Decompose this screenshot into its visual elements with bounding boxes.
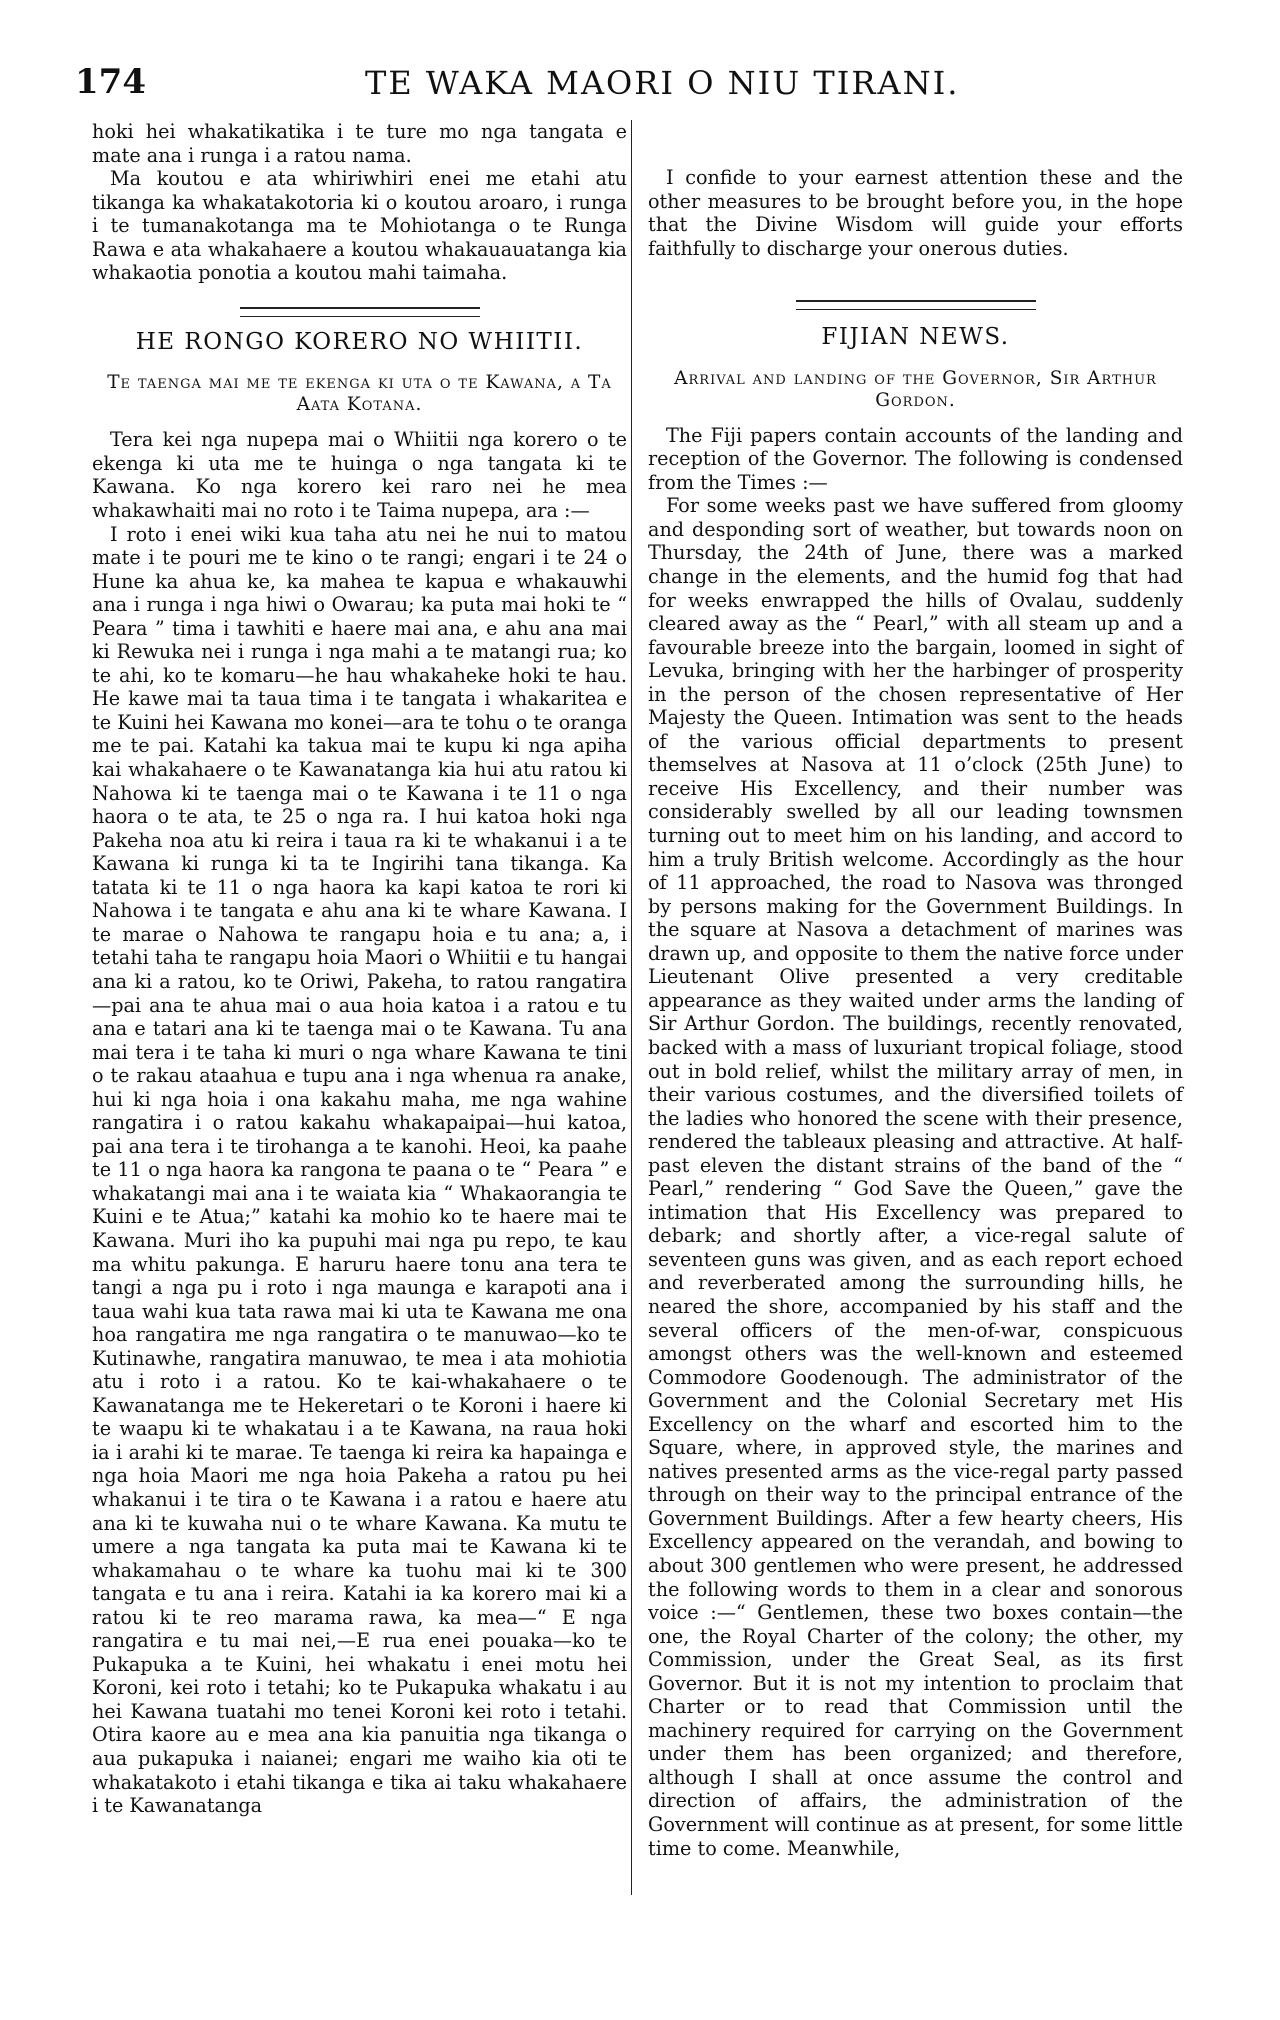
page-header	[75, 62, 1175, 112]
left-column	[92, 120, 627, 1818]
section-divider	[92, 285, 627, 331]
section-title-fijian-news: FIJIAN NEWS.	[821, 324, 1010, 351]
double-rule	[796, 300, 1036, 310]
right-column	[648, 120, 1183, 1860]
article-paragraph: Tera kei nga nupepa mai o Whiitii nga korero o te ekenga ki uta me te huinga o nga tangata ki te Kawana. Ko nga korero kei raro nei he mea whakawhaiti mai no roto i te Taima nupepa, ara :—	[92, 428, 627, 523]
page-number: 174	[75, 62, 146, 102]
section-title-whiitii: HE RONGO KORERO NO WHIITII.	[135, 328, 584, 355]
article-paragraph: The Fiji papers contain accounts of the landing and reception of the Governor. The following is condensed from the Times :—	[648, 423, 1183, 494]
right-intro-paragraph: I confide to your earnest attention these and the other measures to be brought before you, in the hope that the Divine Wisdom will guide your efforts faithfully to discharge your onerous duties.	[648, 166, 1183, 260]
article-paragraph: For some weeks past we have suffered from gloomy and desponding sort of weather, but towards noon on Thursday, the 24th of June, there was a marked change in the elements, and the humid fog that had for weeks enwrapped the hills of Ovalau, suddenly cleared away as the “ Pearl,” with all steam up and a favourable breeze into the bargain, loomed in sight of Levuka, bringing with her the harbinger of prosperity in the person of the chosen representative of Her Majesty the Queen. Intimation was sent to the heads of the various official departments to present themselves at Nasova at 11 o’clock (25th June) to receive His Excellency, and their number was considerably swelled by all our leading townsmen turning out to meet him on his landing, and accord to him a truly British welcome. Accordingly as the hour of 11 approached, the road to Nasova was thronged by persons making for the Government Buildings. In the square at Nasova a detachment of marines was drawn up, and opposite to them the native force under Lieutenant Olive presented a very creditable appearance as they waited under arms the landing of Sir Arthur Gordon. The buildings, recently renovated, backed with a mass of luxuriant tropical foliage, stood out in bold relief, whilst the military array of men, in their various costumes, and the diversified toilets of the ladies who honored the scene with their presence, rendered the tableaux pleasing and attractive. At half-past eleven the distant strains of the band of the “ Pearl,” rendering “ God Save the Queen,” gave the intimation that His Excellency was prepared to debark; and shortly after, a vice-regal salute of seventeen guns was given, and as each report echoed and reverberated among the surrounding hills, he neared the shore, accompanied by his staff and the several officers of the men-of-war, conspicuous amongst others was the well-known and esteemed Commodore Goodenough. The administrator of the Government and the Colonial Secretary met His Excellency on the wharf and escorted him to the Square, where, in approved style, the marines and natives presented arms as the vice-regal party passed through on their way to the principal entrance of the Government Buildings. After a few hearty cheers, His Excellency appeared on the verandah, and bowing to about 300 gentlemen who were present, he addressed the following words to them in a clear and sonorous voice :—“ Gentlemen, these two boxes contain—the one, the Royal Charter of the colony; the other, my Commission, under the Great Seal, as its first Governor. But it is not my intention to proclaim that Charter or to read that Commission until the machinery required for carrying on the Government under them has been organized; and therefore, although I shall at once assume the control and direction of affairs, the administration of the Government will continue as at present, for some little time to come. Meanwhile,	[648, 494, 1183, 1860]
column-rule	[631, 120, 632, 1895]
left-intro-paragraph-1: hoki hei whakatikatika i te ture mo nga tangata e mate ana i runga i a ratou nama.	[92, 120, 627, 167]
article-paragraph: I roto i enei wiki kua taha atu nei he nui to matou mate i te pouri me te kino o te rangi; engari i te 24 o Hune ka ahua ke, ka mahea te kapua e whakauwhi ana i runga i nga hiwi o Owarau; ka puta mai hoki te “ Peara ” tima i tawhiti e haere mai ana, e ahu ana mai ki Rewuka nei i runga i nga mahi a te matangi rua; ko te ahi, ko te komaru—he hau whakaheke hoki te hau. He kawe mai ta taua tima i te tangata i whakaritea e te Kuini hei Kawana mo konei—ara te tohu o te oranga me te pai. Katahi ka takua mai te kupu ki nga apiha kai whakahaere o te Kawanatanga kia hui atu ratou ki Nahowa ki te taenga mai o te Kawana i te 11 o nga haora o te ata, te 25 o nga ra. I hui katoa hoki nga Pakeha noa atu ki reira i taua ra ki te whakanui i a te Kawana ki runga ki ta te Ingirihi tana tikanga. Ka tatata ki te 11 o nga haora ka kapi katoa te rori ki Nahowa i te tangata e ahu ana ki te whare Kawana. I te marae o Nahowa te rangapu hoia e tu ana; a, i tetahi taha te rangapu hoia Maori o Whiitii e tu hangai ana ki a ratou, ko te Oriwi, Pakeha, to ratou rangatira—pai ana te ahua mai o aua hoia katoa i a ratou e tu ana e tatari ana ki te taenga mai o te Kawana. Tu ana mai tera i te taha ki muri o nga whare Kawana te tini o te rakau ataahua e tupu ana i nga whenua ra anake, hui ki nga hoia i ona kakahu maha, me nga wahine rangatira i o ratou kakahu whakapaipai—hui katoa, pai ana tera i te tirohanga a te kanohi. Heoi, ka paahe te 11 o nga haora ka rangona te paana o te “ Peara ” e whakatangi mai ana i te waiata kia “ Whakaorangia te Kuini e te Atua;” katahi ka mohio ko te haere mai te Kawana. Muri iho ka pupuhi mai nga pu repo, te kau ma whitu pakunga. E haruru haere tonu ana tera te tangi a nga pu i roto i nga maunga e karapoti ana i taua wahi kua tata rawa mai ki uta te Kawana me ona hoa rangatira me nga rangatira o te manuwao—ko te Kutinawhe, rangatira manuwao, te mea i ata mohiotia atu i roto i a ratou. Ko te kai-whakahaere o te Kawanatanga me te Hekeretari o te Koroni i haere ki te waapu ki te whakatau i a te Kawana, na raua hoki ia i arahi ki te marae. Te taenga ki reira ka hapainga e nga hoia Maori me nga hoia Pakeha a ratou pu hei whakanui i te tira o te Kawana i a ratou e haere atu ana ki te kuwaha nui o te whare Kawana. Ka mutu te umere a nga tangata ka puta mai te Kawana ki te whakamahau o te whare ka tuohu mai ki te 300 tangata e tu ana i reira. Katahi ia ka korero mai ki a ratou ki te reo marama rawa, ka mea—“ E nga rangatira e tu mai nei,—E rua enei pouaka—ko te Pukapuka a te Kuini, hei whakatu i enei motu hei Koroni, kei roto i tetahi; ko te Pukapuka whakatu i au hei Kawana tuatahi mo tenei Koroni kei roto i tetahi. Otira kaore au e mea ana kia panuitia nga tikanga o aua pukapuka i naianei; engari me waiho kia oti te whakatakoto i etahi tikanga e tika ai taku whakahaere i te Kawanatanga	[92, 522, 627, 1818]
column-top-space	[648, 120, 1183, 166]
section-divider	[648, 260, 1183, 326]
double-rule	[240, 307, 480, 317]
subhead-whiitii: Te taenga mai me te ekenga ki uta o te Kawana, a Ta Aata Kotana.	[107, 372, 612, 416]
running-title: TE WAKA MAORI O NIU TIRANI.	[365, 64, 960, 102]
subhead-fijian-news: Arrival and landing of the Governor, Sir Arthur Gordon.	[674, 367, 1157, 411]
left-intro-paragraph-2: Ma koutou e ata whiriwhiri enei me etahi atu tikanga ka whakatakotoria ki o koutou aroaro, i runga i te tumanakotanga ma te Mohiotanga o te Runga Rawa e ata whakahaere a koutou whakauauatanga kia whakaotia ponotia a koutou mahi taimaha.	[92, 167, 627, 285]
